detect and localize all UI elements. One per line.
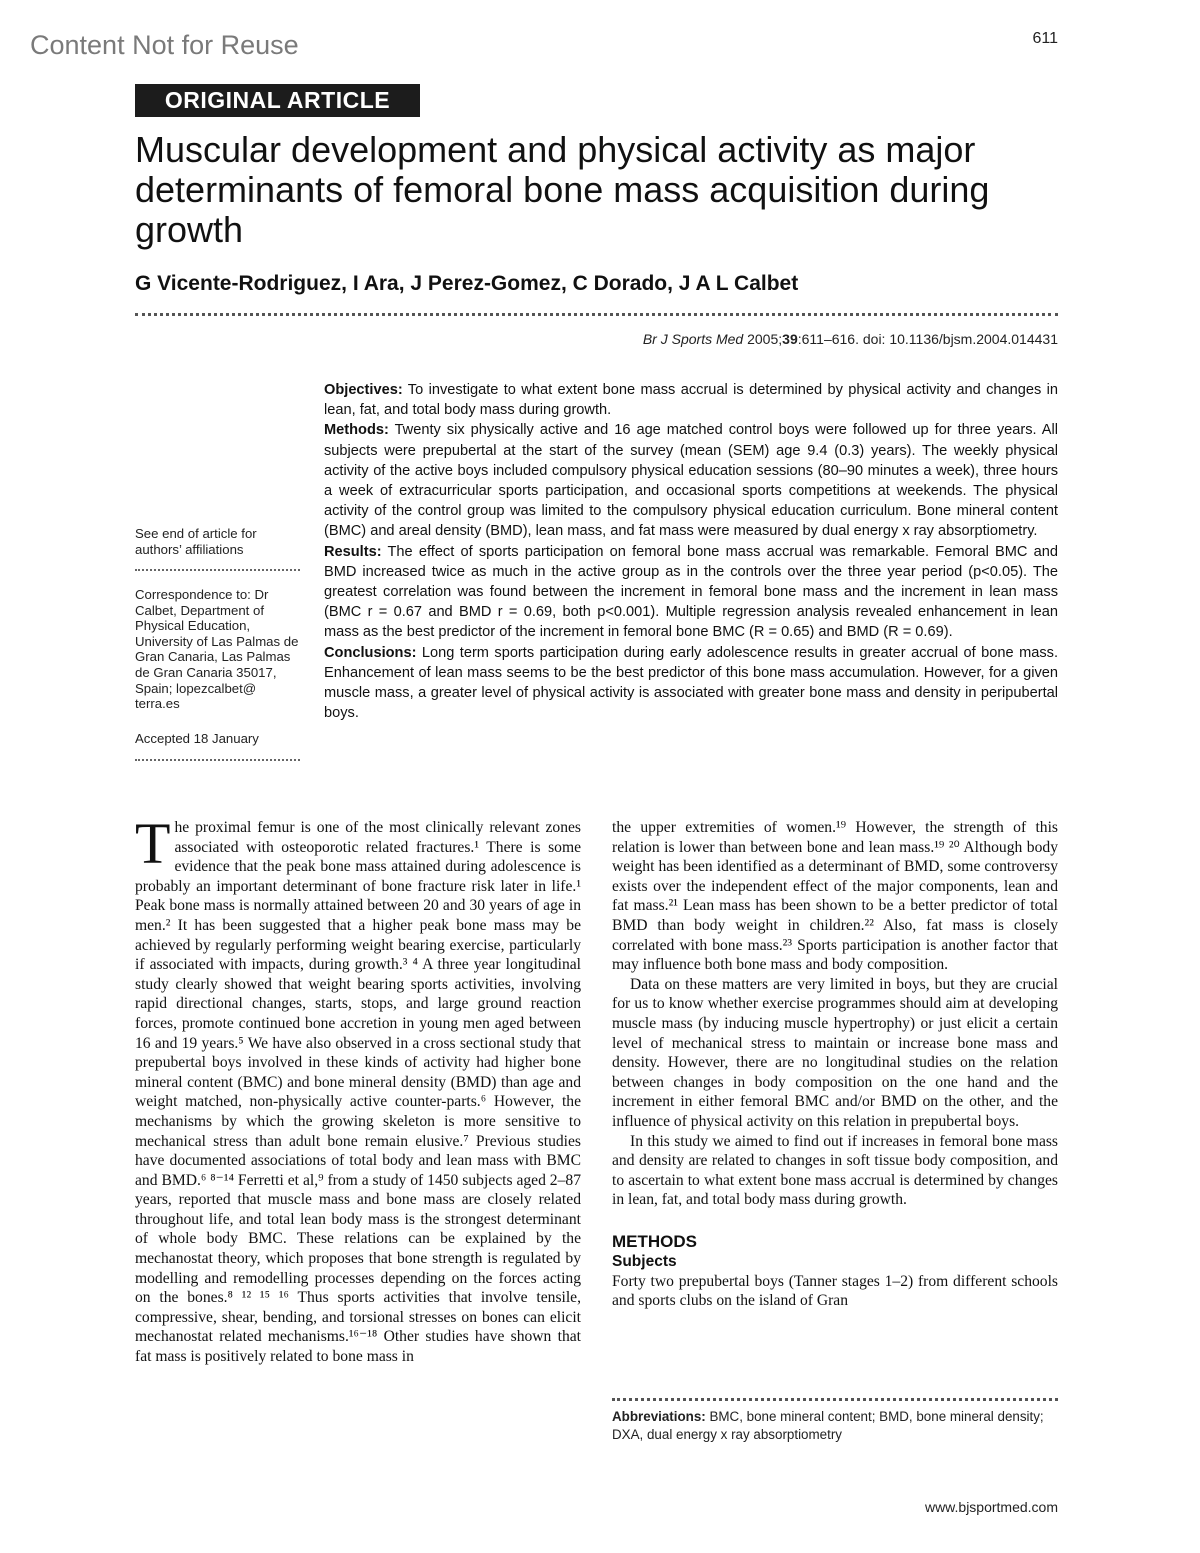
abstract-methods <box>324 420 1058 541</box>
citation-pages-doi: :611–616. doi: 10.1136/bjsm.2004.014431 <box>797 331 1058 347</box>
body-paragraph: Forty two prepubertal boys (Tanner stages 1–2) from different schools and sports clubs on the island of Gran <box>612 1272 1058 1310</box>
body-paragraph: the upper extremities of women.¹⁹ However, the strength of this relation is lower than between bone and lean mass.¹⁹ ²⁰ Although body weight has been identified as a determinant of BMD, some controversy exists over the independent effect of the major components, lean and fat mass.²¹ Lean mass has been shown to be a better predictor of total BMD than body weight in children.²² Also, fat mass is closely correlated with bone mass.²³ Sports participation is another factor that may influence both bone mass and body composition. <box>612 819 1058 974</box>
footnote-divider <box>612 1398 1058 1401</box>
body-column-right <box>612 818 1058 1311</box>
abbreviations-label: Abbreviations: <box>612 1409 706 1424</box>
objectives-text: To investigate to what extent bone mass accrual is determined by physical activity and changes in lean, fat, and total body mass during growth. <box>324 382 1058 419</box>
abstract-conclusions <box>324 643 1058 724</box>
footer-url[interactable]: www.bjsportmed.com <box>924 1499 1058 1515</box>
author-list: G Vicente-Rodriguez, I Ara, J Perez-Gomez, C Dorado, J A L Calbet <box>135 272 799 295</box>
drop-cap: T <box>135 811 171 876</box>
citation-line <box>643 331 1058 347</box>
subjects-heading: Subjects <box>612 1252 677 1270</box>
journal-name: Br J Sports Med <box>642 331 744 347</box>
sidebar-divider <box>135 569 300 571</box>
abstract-results <box>324 542 1058 643</box>
abbreviations-footnote <box>612 1408 1058 1444</box>
accepted-date: Accepted 18 January <box>135 731 259 746</box>
body-column-left <box>135 811 581 1367</box>
page-number: 611 <box>1032 30 1058 47</box>
watermark: Content Not for Reuse <box>30 30 299 60</box>
body-paragraph: In this study we aimed to find out if increases in femoral bone mass and density are related to changes in soft tissue body composition, and to ascertain to what extent bone mass accrual is determined by changes in lean, fat, and total body mass during growth. <box>612 1132 1058 1209</box>
correspondence-note: Correspondence to: Dr Calbet, Department of Physical Education, University of Las Palmas de Gran Canaria, Las Palmas de Gran Canaria 35017, Spain; lopezcalbet@ terra.es <box>135 587 299 712</box>
conclusions-label: Conclusions: <box>324 644 417 661</box>
section-label: ORIGINAL ARTICLE <box>135 84 420 117</box>
results-text: The effect of sports participation on femoral bone mass accrual was remarkable. Femoral BMC and BMD increased twice as much in the active group as in the controls over the three year period (p<0.05). The greatest correlation was found between the increment in femoral bone mass and the increment in lean mass (BMC r = 0.67 and BMD r = 0.69, both p<0.001). Multiple regression analysis revealed enhancement in lean mass as the best predictor of the increment in femoral bone BMC (R = 0.65) and BMD (R = 0.69). <box>324 543 1058 641</box>
methods-heading: METHODS <box>612 1231 697 1251</box>
article-title: Muscular development and physical activity as major determinants of femoral bone mass acquisition during growth <box>135 129 990 250</box>
affiliations-note: See end of article for authors’ affiliations <box>135 526 257 557</box>
abstract <box>324 380 1058 723</box>
body-paragraph: Data on these matters are very limited in boys, but they are crucial for us to know whether exercise programmes should aim at developing muscle mass (by inducing muscle hypertrophy) or just elicit a certain level of mechanical stress to maintain or increase bone mass and density. However, there are no longitudinal studies on the relation between changes in body composition on the one hand and the increment in either femoral BMC and/or BMD on the other, and the influence of physical activity on this relation in prepubertal boys. <box>612 975 1058 1130</box>
abstract-objectives <box>324 380 1058 420</box>
conclusions-text: Long term sports participation during early adolescence results in greater accrual of bone mass. Enhancement of lean mass seems to be the best predictor of this bone mass accumulation. However, for a given muscle mass, a greater level of physical activity is associated with greater bone mass and density in peripubertal boys. <box>324 644 1058 722</box>
methods-label: Methods: <box>324 422 389 439</box>
objectives-label: Objectives: <box>324 382 403 398</box>
methods-text: Twenty six physically active and 16 age matched control boys were followed up for three years. All subjects were prepubertal at the start of the survey (mean (SEM) age 9.4 (0.3) years). The weekly physical activity of the active boys included compulsory physical education sessions (80–90 minutes a week), three hours a week of extracurricular sports participation, and occasional sports competitions at weekends. The physical activity of the control group was limited to the compulsory physical education curriculum. Bone mineral content (BMC) and areal density (BMD), lean mass, and fat mass were measured by dual energy x ray absorptiometry. <box>324 422 1058 540</box>
intro-paragraph <box>135 811 581 1367</box>
header-divider <box>135 313 1058 316</box>
sidebar-divider <box>135 759 300 761</box>
intro-text: he proximal femur is one of the most clinically relevant zones associated with osteoporotic related fractures.¹ There is some evidence that the peak bone mass attained during adolescence is probably an important determinant of bone fracture risk later in life.¹ Peak bone mass is normally attained between 20 and 30 years of age in men.² It has been suggested that a higher peak bone mass may be achieved by regularly performing weight bearing exercise, particularly if associated with impacts, during growth.³ ⁴ A three year longitudinal study clearly showed that weight bearing sports activities, involving rapid directional changes, starts, stops, and large ground reaction forces, promote continued bone accretion in young men aged between 16 and 19 years.⁵ We have also observed in a cross sectional study that prepubertal boys involved in these kinds of activity had higher bone mineral content (BMC) and bone mineral density (BMD) than age and weight matched, non-physically active counter-parts.⁶ However, the mechanisms by which the growing skeleton is more sensitive to mechanical stress than adult bone remain elusive.⁷ Previous studies have documented associations of total body and lean mass with BMC and BMD.⁶ ⁸⁻¹⁴ Ferretti et al,⁹ from a study of 1450 subjects aged 2–87 years, reported that muscle mass and bone mass are closely related throughout life, and total lean body mass is the strongest determinant of whole body BMC. These relations can be explained by the mechanostat theory, which proposes that bone strength is regulated by modelling and remodelling processes depending on the forces acting on the bones.⁸ ¹² ¹⁵ ¹⁶ Thus sports activities that involve tensile, compressive, shear, bending, and torsional stresses on bones can elicit mechanostat related mechanisms.¹⁶⁻¹⁸ Other studies have shown that fat mass is positively related to bone mass in <box>135 819 581 1366</box>
abbreviations-text: BMC, bone mineral content; BMD, bone mineral density; DXA, dual energy x ray absorptiometry <box>612 1409 1044 1442</box>
citation-year: 2005; <box>743 331 783 347</box>
results-label: Results: <box>324 543 382 560</box>
citation-volume: 39 <box>782 331 798 347</box>
